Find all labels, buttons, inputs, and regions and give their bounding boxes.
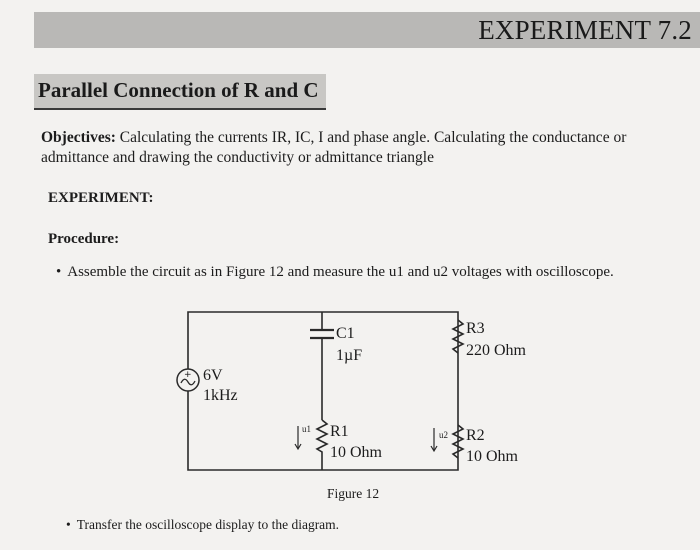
procedure-heading: Procedure: — [48, 231, 120, 247]
c1-value-label: 1µF — [336, 347, 363, 364]
bullet-icon: • — [56, 264, 62, 280]
bullet-icon: • — [66, 517, 71, 532]
plus-sign-icon: + — [184, 370, 192, 380]
r1-resistor-symbol — [317, 420, 327, 470]
section-title: Parallel Connection of R and C — [38, 78, 319, 102]
r1-value-label: 10 Ohm — [330, 444, 382, 461]
source-voltage-label: 6V — [203, 367, 223, 384]
experiment-title: EXPERIMENT 7.2 — [478, 15, 692, 45]
c1-name-label: C1 — [336, 325, 355, 342]
procedure-step-2 — [66, 517, 339, 533]
objectives-label: Objectives: — [41, 129, 116, 146]
figure-caption: Figure 12 — [327, 486, 380, 501]
r2-value-label: 10 Ohm — [466, 448, 518, 465]
r2-name-label: R2 — [466, 427, 485, 444]
r3-value-label: 220 Ohm — [466, 342, 526, 359]
u1-probe-label: u1 — [302, 424, 311, 434]
objectives-text: Calculating the currents IR, IC, I and phase angle. Calculating the conductance or admittance and drawing the conductivity or admittance triangle — [41, 129, 627, 166]
u2-probe-label: u2 — [439, 430, 448, 440]
r1-name-label: R1 — [330, 423, 349, 440]
source-frequency-label: 1kHz — [203, 387, 238, 404]
experiment-heading: EXPERIMENT: — [48, 190, 154, 206]
r3-name-label: R3 — [466, 320, 485, 337]
procedure-step-2-text: Transfer the oscilloscope display to the diagram. — [76, 517, 340, 532]
procedure-step-1-text: Assemble the circuit as in Figure 12 and measure the u1 and u2 voltages with oscilloscope. — [67, 264, 614, 280]
